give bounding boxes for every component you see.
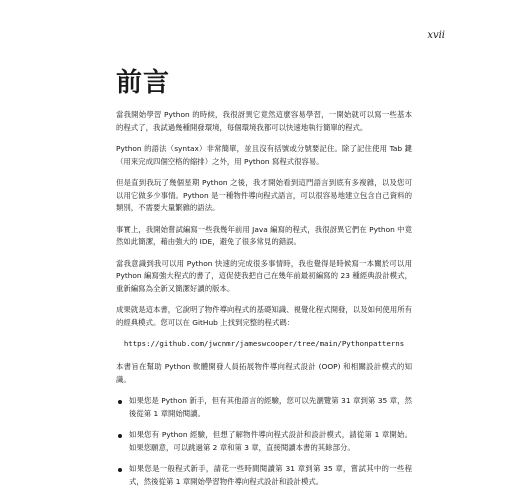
list-item-text: 如果您是 Python 新手，但有其他語言的經驗，您可以先瀏覽第 31 章到第 35 章，然後從第 1 章開始閱讀。 [129, 396, 412, 418]
paragraph: 但是直到我玩了幾個星期 Python 之後，我才開始看到這門語言到底有多複雜，以及您可以用它做多少事情。Python 是一種物件導向程式語言，可以很容易地建立包含自己資料的類別，不需要大量繁雜的語法。 [116, 178, 412, 212]
bullet-icon [118, 468, 122, 472]
list-item-text: 如果您是一般程式新手，請花一些時間閱讀第 31 章到第 35 章，嘗試其中的一些程式，然後從第 1 章開始學習物件導向程式設計和設計模式。 [129, 464, 412, 486]
page-body [116, 109, 412, 497]
chapter-title: 前言 [116, 68, 171, 98]
page-number: xvii [427, 30, 445, 41]
github-url[interactable]: https://github.com/jwcnmr/jameswcooper/tree/main/Pythonpatterns [123, 339, 405, 348]
list-item-text: 如果您有 Python 經驗，但想了解物件導向程式設計和設計模式，請從第 1 章開始。如果您願意，可以跳過第 2 章和第 3 章，直接閱讀本書的其餘部分。 [129, 430, 412, 452]
paragraph: Python 的語法（syntax）非常簡單，並且沒有括號或分號要記住。除了記住使用 Tab 鍵（用來完成四個空格的縮排）之外，用 Python 寫程式很容易。 [116, 144, 412, 166]
paragraph: 本書旨在幫助 Python 軟體開發人員拓展物件導向程式設計 (OOP) 和相關設計模式的知識。 [116, 362, 412, 384]
paragraph: 成果就是這本書，它說明了物件導向程式的基礎知識、視覺化程式開發，以及如何使用所有的經典模式。您可以在 GitHub 上找到完整的程式碼： [116, 305, 412, 327]
bullet-icon [118, 400, 122, 404]
paragraph: 事實上，我開始嘗試編寫一些我幾年前用 Java 編寫的程式，我很訝異它們在 Python 中竟然如此簡潔，藉由強大的 IDE，避免了很多常見的錯誤。 [116, 224, 412, 246]
list-item [116, 395, 412, 420]
list-item [116, 463, 412, 488]
bullet-icon [118, 434, 122, 438]
list-item [116, 429, 412, 454]
paragraph: 當我開始學習 Python 的時候，我很訝異它竟然這麼容易學習，一開始就可以寫一些基本的程式了，我試過幾種開發環境，每個環境我都可以快速地執行簡單的程式。 [116, 110, 412, 132]
paragraph: 當我意識到我可以用 Python 快速的完成很多事情時，我也覺得是時候寫一本關於可以用 Python 編寫強大程式的書了，這促使我把自己在幾年前最初編寫的 23 種經典設計模式，重新編寫為全新又簡潔好讀的版本。 [116, 258, 412, 293]
bullet-list [116, 395, 412, 488]
